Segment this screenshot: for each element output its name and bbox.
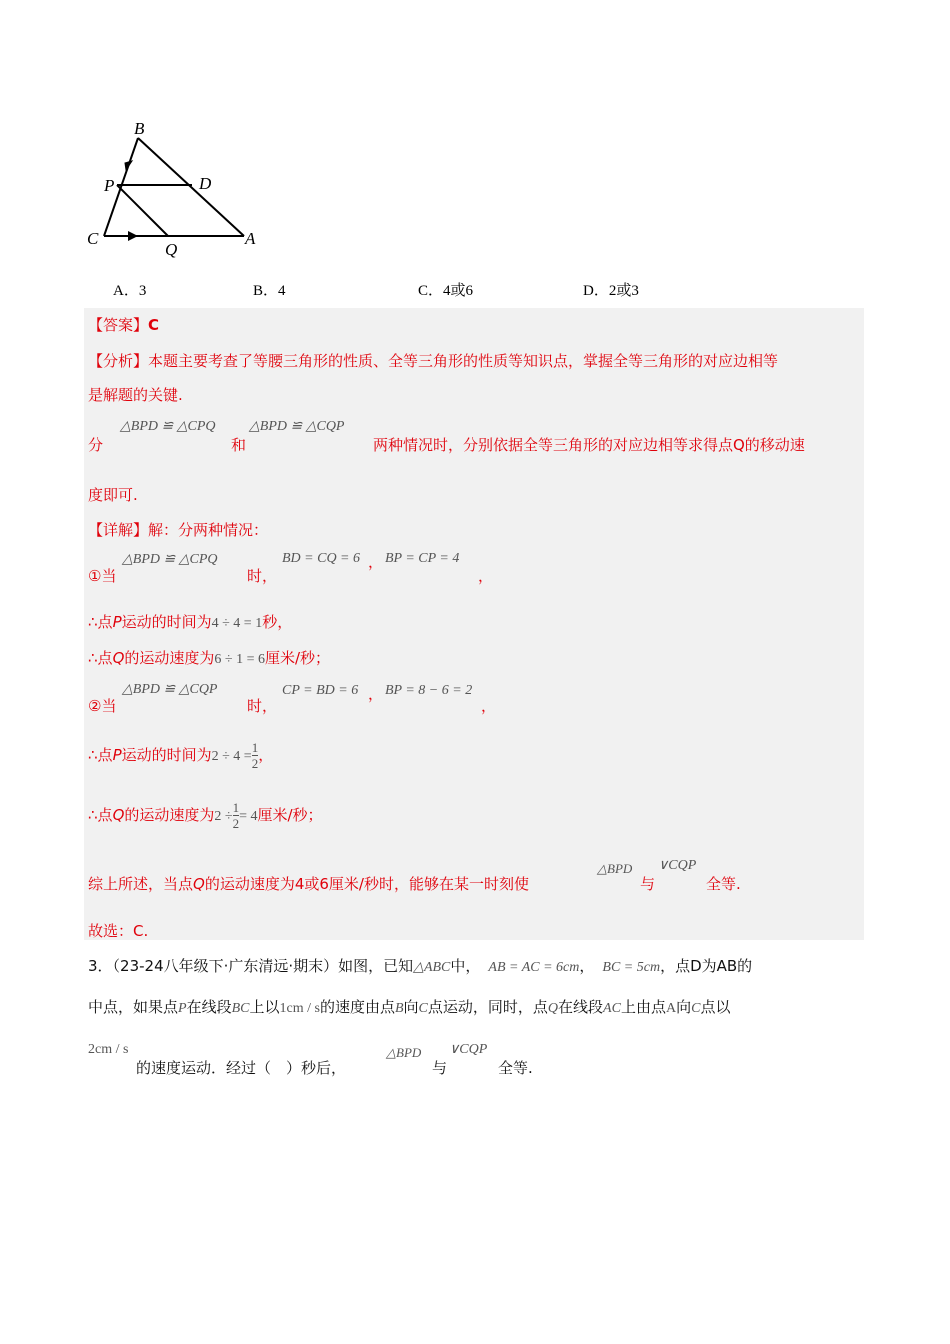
option-d: D．2或3 xyxy=(583,283,639,299)
label-B: B xyxy=(134,119,145,138)
segment-PQ xyxy=(117,185,168,236)
analysis-line-2: 是解题的关键. xyxy=(88,386,183,404)
case1-math: △BPD ≌ △CPQ xyxy=(122,552,218,567)
summary-math-1: △BPD xyxy=(597,861,633,876)
q3-source: （23-24八年级下·广东清远·期末）如图，已知 xyxy=(112,957,414,975)
c2-line-2 xyxy=(88,800,323,831)
q3-l2-f: 点运动，同时，点 xyxy=(427,998,548,1016)
c2-l1-var: P xyxy=(112,746,122,764)
q3-l2-e: 向 xyxy=(403,998,419,1016)
split-math-1: △BPD ≌ △CPQ xyxy=(120,419,216,434)
c2-l1-a: 点 xyxy=(97,746,113,764)
c2-l2-b: 的运动速度为 xyxy=(124,806,215,824)
c2-l2-math-a: 2 ÷ xyxy=(214,809,233,824)
summary-var: Q xyxy=(193,875,205,893)
answer-line xyxy=(88,314,159,335)
q3-l3-speed: 2cm / s xyxy=(88,1042,129,1057)
c1-l2-c: 厘米/秒； xyxy=(264,649,331,667)
q3-l2-B: B xyxy=(394,1001,404,1016)
frac-num-2: 1 xyxy=(232,800,240,815)
split-and: 和 xyxy=(231,436,247,454)
q3-l2-c: 上以 xyxy=(249,998,280,1016)
label-C: C xyxy=(87,229,99,248)
summary-d: 全等. xyxy=(706,875,741,893)
q3-l2-A: A xyxy=(665,1001,677,1016)
q3-t3: ，点D为AB的 xyxy=(660,957,753,975)
label-A: A xyxy=(245,229,256,248)
c1-l1-a: 点 xyxy=(97,613,113,631)
q3-l2-h: 上由点 xyxy=(620,998,666,1016)
split-suffix-2: 度即可. xyxy=(88,486,138,504)
c2-line-1 xyxy=(88,740,273,771)
c1-l1-math: 4 ÷ 4 = 1 xyxy=(211,616,263,631)
q3-eq2: BC = 5cm xyxy=(602,960,661,975)
q3-l2-b: 在线段 xyxy=(186,998,232,1016)
q3-line-1 xyxy=(88,955,752,976)
arrow-BP-icon xyxy=(125,161,132,170)
c2-l1-c: ， xyxy=(258,746,274,764)
q3-t1: 中， xyxy=(450,957,481,975)
q3-l3-b: 与 xyxy=(432,1059,448,1077)
split-suffix: 两种情况时，分别依据全等三角形的对应边相等求得点Q的移动速 xyxy=(373,436,805,454)
therefore-icon: ∴ xyxy=(88,613,98,631)
case2-prefix: ②当 xyxy=(88,697,117,715)
summary-math-2: ∨CQP xyxy=(658,858,697,873)
case1-end: ， xyxy=(478,567,494,585)
detail-line xyxy=(88,519,268,540)
q3-number: 3． xyxy=(88,957,113,975)
q3-l2-speed: 1cm / s xyxy=(279,1001,320,1016)
c1-line-1 xyxy=(88,611,292,632)
q3-line-2 xyxy=(88,996,730,1017)
q3-l2-g: 在线段 xyxy=(558,998,604,1016)
frac-num: 1 xyxy=(251,740,259,755)
therefore-icon: ∴ xyxy=(88,806,98,824)
q3-l2-bc: BC xyxy=(231,1001,250,1016)
label-P: P xyxy=(104,176,115,195)
summary-b: 的运动速度为4或6厘米/秒时，能够在某一时刻使 xyxy=(204,875,529,893)
case2-when: 时， xyxy=(247,697,278,715)
q3-l3-c: 全等. xyxy=(498,1059,533,1077)
label-Q: Q xyxy=(165,240,178,259)
c1-l2-math: 6 ÷ 1 = 6 xyxy=(214,652,265,667)
detail-tag: 【详解】 xyxy=(88,521,149,539)
case1-eq1: BD = CQ = 6 xyxy=(282,551,361,566)
detail-text: 解：分两种情况： xyxy=(148,521,269,539)
analysis-line xyxy=(88,350,778,371)
case2-eq1: CP = BD = 6 xyxy=(282,683,359,698)
summary-line xyxy=(88,873,529,894)
answer-value: C xyxy=(148,316,160,334)
arrow-CQ-icon xyxy=(128,231,138,241)
case1-when: 时， xyxy=(247,567,278,585)
therefore-icon: ∴ xyxy=(88,649,98,667)
frac-den-2: 2 xyxy=(232,816,240,831)
c2-l1-math: 2 ÷ 4 = xyxy=(211,749,252,764)
q3-l2-d: 的速度由点 xyxy=(319,998,395,1016)
c2-l2-c: 厘米/秒； xyxy=(257,806,323,824)
q3-l2-j: 点以 xyxy=(700,998,731,1016)
q3-l2-ac: AC xyxy=(603,1001,621,1016)
c2-l2-math-b: = 4 xyxy=(239,809,258,824)
q3-l2-i: 向 xyxy=(676,998,692,1016)
q3-l2-C: C xyxy=(418,1001,428,1016)
c1-line-2 xyxy=(88,647,330,668)
case1-sep: ， xyxy=(368,553,384,571)
summary-a: 综上所述，当点 xyxy=(88,875,194,893)
c2-l2-var: Q xyxy=(112,806,125,824)
case2-sep: ， xyxy=(368,685,384,703)
q3-math-abc: △ABC xyxy=(413,960,451,975)
q3-l2-p: P xyxy=(178,1001,187,1016)
case2-end: ， xyxy=(481,697,497,715)
option-c: C．4或6 xyxy=(418,283,474,299)
summary-c: 与 xyxy=(640,875,656,893)
q3-l2-Q: Q xyxy=(547,1001,559,1016)
q3-l2-C2: C xyxy=(691,1001,701,1016)
c1-l1-var: P xyxy=(112,613,122,631)
final-answer: 故选：C. xyxy=(88,922,149,940)
option-a: A．3 xyxy=(113,283,147,299)
therefore-icon: ∴ xyxy=(88,746,98,764)
analysis-tag: 【分析】 xyxy=(88,352,149,370)
c1-l1-b: 运动的时间为 xyxy=(121,613,212,631)
q3-l3-math1: △BPD xyxy=(386,1045,422,1060)
c1-l2-b: 的运动速度为 xyxy=(124,649,215,667)
label-D: D xyxy=(199,174,212,193)
case1-prefix: ①当 xyxy=(88,567,117,585)
split-prefix: 分 xyxy=(88,436,104,454)
q3-l2-a: 中点，如果点 xyxy=(88,998,179,1016)
analysis-text: 本题主要考查了等腰三角形的性质、全等三角形的性质等知识点，掌握全等三角形的对应边相等 xyxy=(148,352,779,370)
c2-l2-a: 点 xyxy=(97,806,113,824)
c2-l1-b: 运动的时间为 xyxy=(121,746,212,764)
case1-eq2: BP = CP = 4 xyxy=(385,551,460,566)
split-math-2: △BPD ≌ △CQP xyxy=(249,419,345,434)
triangle-figure xyxy=(84,118,264,263)
c1-l1-c: 秒， xyxy=(262,613,293,631)
q3-eq1: AB = AC = 6cm xyxy=(488,960,580,975)
c1-l2-var: Q xyxy=(112,649,125,667)
case2-math: △BPD ≌ △CQP xyxy=(122,682,218,697)
q3-t2: ， xyxy=(579,957,595,975)
c1-l2-a: 点 xyxy=(97,649,113,667)
answer-tag: 【答案】 xyxy=(88,316,149,334)
q3-l3-a: 的速度运动．经过（ ）秒后， xyxy=(136,1059,347,1077)
frac-den: 2 xyxy=(251,756,259,771)
q3-l3-math2: ∨CQP xyxy=(449,1042,488,1057)
option-b: B．4 xyxy=(253,283,286,299)
case2-eq2: BP = 8 − 6 = 2 xyxy=(385,683,473,698)
